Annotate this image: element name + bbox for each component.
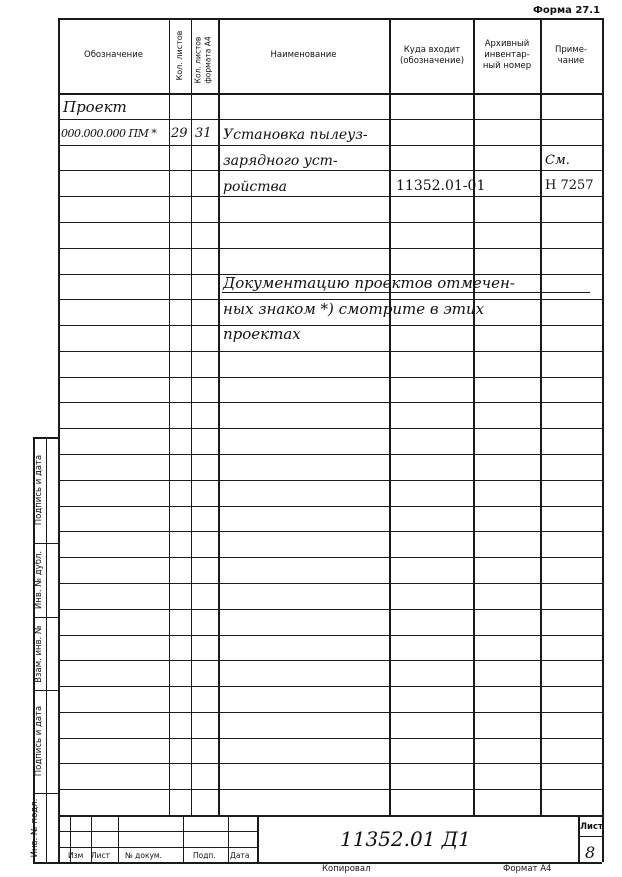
header-archive-no: Архивный инвентар-ный номер <box>482 39 532 71</box>
col-line-3 <box>218 18 220 815</box>
table-row-line <box>58 377 602 378</box>
tb-sheet-label: Лист <box>580 822 603 832</box>
side-label-sign-date-bottom: Подпись и дата <box>34 705 44 777</box>
table-row-line <box>58 506 602 507</box>
table-row-line <box>58 402 602 403</box>
frame-right <box>602 18 604 862</box>
tb-sheet-no: 8 <box>585 843 596 862</box>
header-designation: Обозначение <box>84 50 143 60</box>
row4-where-used: 11352.01-01 <box>396 178 486 194</box>
row7-text: Документацию проектов отмечен- <box>223 274 515 292</box>
col-line-1 <box>169 18 170 815</box>
tb-col-4 <box>183 815 184 862</box>
header-note: Приме-чание <box>554 44 588 66</box>
form-label: Форма 27.1 <box>533 5 601 16</box>
header-num-sheets: Кол. листов <box>175 30 184 81</box>
tb-izm: Изм <box>68 851 84 860</box>
row8-text: ных знаком *) смотрите в этих <box>223 300 485 318</box>
row7-underline <box>222 292 590 293</box>
table-row-line <box>58 738 602 739</box>
table-row-line <box>58 351 602 352</box>
table-row-line <box>58 583 602 584</box>
side-label-inv-dubl: Инв. № дубл. <box>34 550 44 610</box>
title-block-top <box>58 815 602 817</box>
tb-col-3 <box>118 815 119 862</box>
header-where-used: Куда входит (обозначение) <box>399 44 465 66</box>
tb-col-6 <box>257 815 259 862</box>
col-line-4 <box>389 18 391 815</box>
row4-note: Н 7257 <box>545 178 594 193</box>
side-label-inv-podl: Инв. № подл. <box>30 798 40 858</box>
col-line-5 <box>473 18 475 815</box>
table-row-line <box>58 557 602 558</box>
side-div-4 <box>33 793 58 794</box>
table-row-line <box>58 454 602 455</box>
table-row-line <box>58 248 602 249</box>
row4-name: ройства <box>223 179 288 195</box>
row1-designation: Проект <box>63 98 127 116</box>
footer-copied: Копировал <box>322 864 371 874</box>
header-bottom <box>58 93 602 95</box>
row2-name: Установка пылеуз- <box>223 127 368 143</box>
row2-sheets: 29 <box>171 126 188 141</box>
side-label-vzam-inv: Взам. инв. № <box>34 625 44 683</box>
table-row-line <box>58 609 602 610</box>
row2-designation: 000.000.000 ПМ * <box>61 127 157 140</box>
tb-doc-no: № докум. <box>125 851 162 860</box>
table-row-line <box>58 660 602 661</box>
tb-data: Дата <box>230 851 250 860</box>
col-line-6 <box>540 18 542 815</box>
row9-text: проектах <box>223 325 301 343</box>
table-row-line <box>58 531 602 532</box>
side-label-sign-date-top: Подпись и дата <box>34 454 44 526</box>
table-row-line <box>58 170 602 171</box>
table-row-line <box>58 119 602 120</box>
table-row-line <box>58 222 602 223</box>
table-row-line <box>58 480 602 481</box>
row2-sheets-a4: 31 <box>195 126 212 141</box>
table-row-line <box>58 428 602 429</box>
table-row-line <box>58 145 602 146</box>
tb-podp: Подп. <box>193 851 216 860</box>
table-row-line <box>58 686 602 687</box>
sheet-cell-divider <box>578 836 602 837</box>
side-strip-mid <box>46 437 47 862</box>
table-row-line <box>58 196 602 197</box>
tb-col-5 <box>228 815 229 862</box>
header-num-sheets-a4: Кол. листов формата А4 <box>193 36 213 84</box>
row3-note: См. <box>545 153 570 168</box>
table-row-line <box>58 763 602 764</box>
footer-format: Формат А4 <box>503 864 552 874</box>
table-row-line <box>58 635 602 636</box>
table-row-line <box>58 325 602 326</box>
table-row-line <box>58 712 602 713</box>
header-name: Наименование <box>270 50 337 60</box>
table-row-line <box>58 789 602 790</box>
tb-list: Лист <box>91 851 111 860</box>
tb-designation: 11352.01 Д1 <box>340 827 471 851</box>
row3-name: зарядного уст- <box>223 153 338 169</box>
col-line-2 <box>191 18 192 815</box>
